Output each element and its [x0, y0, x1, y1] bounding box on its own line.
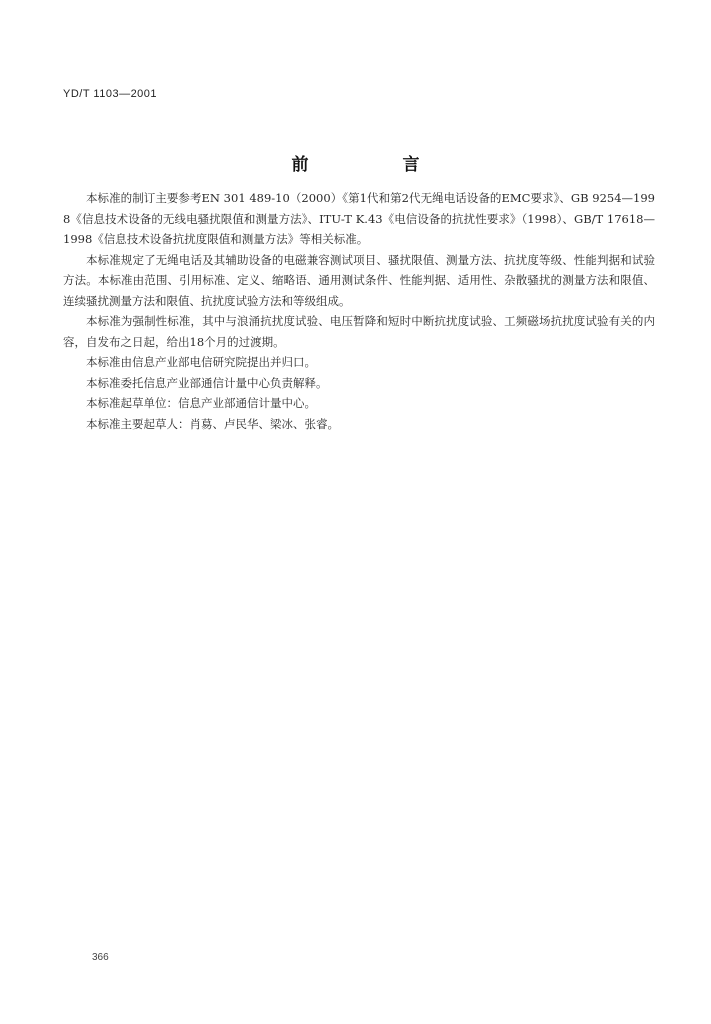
- document-code: YD/T 1103—2001: [63, 88, 158, 100]
- paragraph: 本标准规定了无绳电话及其辅助设备的电磁兼容测试项目、骚扰限值、测量方法、抗扰度等级、性能判据和试验方法。本标准由范围、引用标准、定义、缩略语、通用测试条件、性能判据、适用性、杂散骚扰的测量方法和限值、连续骚扰测量方法和限值、抗扰度试验方法和等级组成。: [63, 252, 655, 308]
- foreword-body: [63, 188, 655, 434]
- paragraph: 本标准主要起草人：肖䓪、卢民华、梁冰、张睿。: [86, 416, 339, 431]
- paragraph: 本标准由信息产业部电信研究院提出并归口。: [86, 355, 316, 369]
- paragraph: 本标准的制订主要参考EN 301 489-10（2000）《第1代和第2代无绳电话设备的EMC要求》、GB 9254—1998《信息技术设备的无线电骚扰限值和测量方法》、ITU-T K.43《电信设备的抗扰性要求》（1998）、GB/T 17618—1998《信息技术设备抗扰度限值和测量方法》等相关标准。: [63, 191, 655, 246]
- section-title: 前 言: [291, 155, 464, 175]
- paragraph: 本标准起草单位：信息产业部通信计量中心。: [86, 396, 316, 410]
- paragraph: 本标准委托信息产业部通信计量中心负责解释。: [86, 375, 328, 390]
- page-number: 366: [92, 952, 109, 963]
- paragraph: 本标准为强制性标准，其中与浪涌抗扰度试验、电压暂降和短时中断抗扰度试验、工频磁场抗扰度试验有关的内容，自发布之日起，给出18个月的过渡期。: [63, 314, 655, 349]
